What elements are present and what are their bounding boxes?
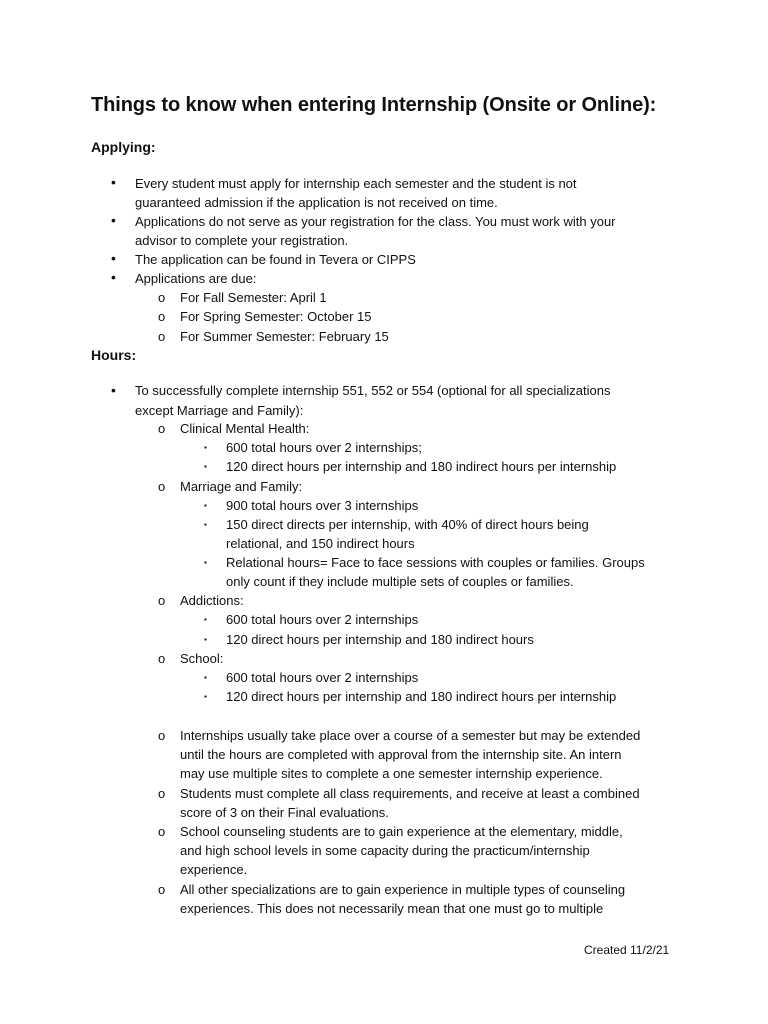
due-date-item: For Spring Semester: October 15 [180,309,372,324]
bullet-square: ▪ [204,520,207,529]
bullet-circle: o [158,651,166,666]
specialization-label: School: [180,651,224,666]
bullet-disc: • [111,269,116,285]
requirement-item-continued: relational, and 150 indirect hours [226,536,415,551]
bullet-square: ▪ [204,635,207,644]
bullet-square: ▪ [204,692,207,701]
bullet-circle: o [158,421,166,436]
note-line: School counseling students are to gain experience at the elementary, middle, [180,824,623,839]
bullet-square: ▪ [204,443,207,452]
note-line: All other specializations are to gain experience in multiple types of counseling [180,882,626,897]
requirement-item: 120 direct hours per internship and 180 indirect hours per internship [226,689,617,704]
bullet-circle: o [158,824,166,839]
note-line: Students must complete all class requirements, and receive at least a combined [180,786,640,801]
applying-item-line: advisor to complete your registration. [135,233,349,248]
bullet-circle: o [158,786,166,801]
bullet-square: ▪ [204,615,207,624]
bullet-circle: o [158,329,166,344]
bullet-circle: o [158,479,166,494]
applying-item-line: guaranteed admission if the application is not received on time. [135,195,498,210]
bullet-circle: o [158,882,166,897]
page-title: Things to know when entering Internship (Onsite or Online): [91,94,657,116]
due-date-item: For Fall Semester: April 1 [180,290,327,305]
applying-item-line: Every student must apply for internship each semester and the student is not [135,176,577,191]
due-date-item: For Summer Semester: February 15 [180,329,389,344]
specialization-label: Addictions: [180,593,244,608]
note-line: score of 3 on their Final evaluations. [180,805,389,820]
bullet-circle: o [158,593,166,608]
hours-heading: Hours: [91,347,137,363]
requirement-item: 900 total hours over 3 internships [226,498,419,513]
note-line: experience. [180,862,248,877]
requirement-item: 600 total hours over 2 internships; [226,440,422,455]
bullet-disc: • [111,250,116,266]
requirement-item: 150 direct directs per internship, with 40% of direct hours being [226,517,589,532]
bullet-circle: o [158,290,166,305]
requirement-item: 120 direct hours per internship and 180 indirect hours [226,632,534,647]
bullet-circle: o [158,309,166,324]
bullet-square: ▪ [204,501,207,510]
bullet-disc: • [111,174,116,190]
specialization-label: Clinical Mental Health: [180,421,310,436]
requirement-item: 600 total hours over 2 internships [226,612,419,627]
requirement-item-continued: only count if they include multiple sets of couples or families. [226,574,574,589]
note-line: may use multiple sites to complete a one semester internship experience. [180,766,603,781]
requirement-item: 120 direct hours per internship and 180 indirect hours per internship [226,459,617,474]
hours-intro-line: except Marriage and Family): [135,403,304,418]
applying-item-line: Applications are due: [135,271,257,286]
bullet-square: ▪ [204,558,207,567]
bullet-square: ▪ [204,673,207,682]
note-line: and high school levels in some capacity during the practicum/internship [180,843,590,858]
applying-item-line: The application can be found in Tevera or CIPPS [135,252,416,267]
requirement-item: 600 total hours over 2 internships [226,670,419,685]
bullet-square: ▪ [204,462,207,471]
note-line: until the hours are completed with approval from the internship site. An intern [180,747,622,762]
note-line: Internships usually take place over a course of a semester but may be extended [180,728,641,743]
applying-heading: Applying: [91,139,156,155]
requirement-item: Relational hours= Face to face sessions with couples or families. Groups [226,555,645,570]
bullet-circle: o [158,728,166,743]
bullet-disc: • [111,382,116,398]
applying-item-line: Applications do not serve as your registration for the class. You must work with your [135,214,616,229]
bullet-disc: • [111,212,116,228]
note-line: experiences. This does not necessarily mean that one must go to multiple [180,901,604,916]
hours-intro-line: To successfully complete internship 551, 552 or 554 (optional for all specializations [135,383,611,398]
specialization-label: Marriage and Family: [180,479,303,494]
created-date-footer: Created 11/2/21 [584,943,670,957]
